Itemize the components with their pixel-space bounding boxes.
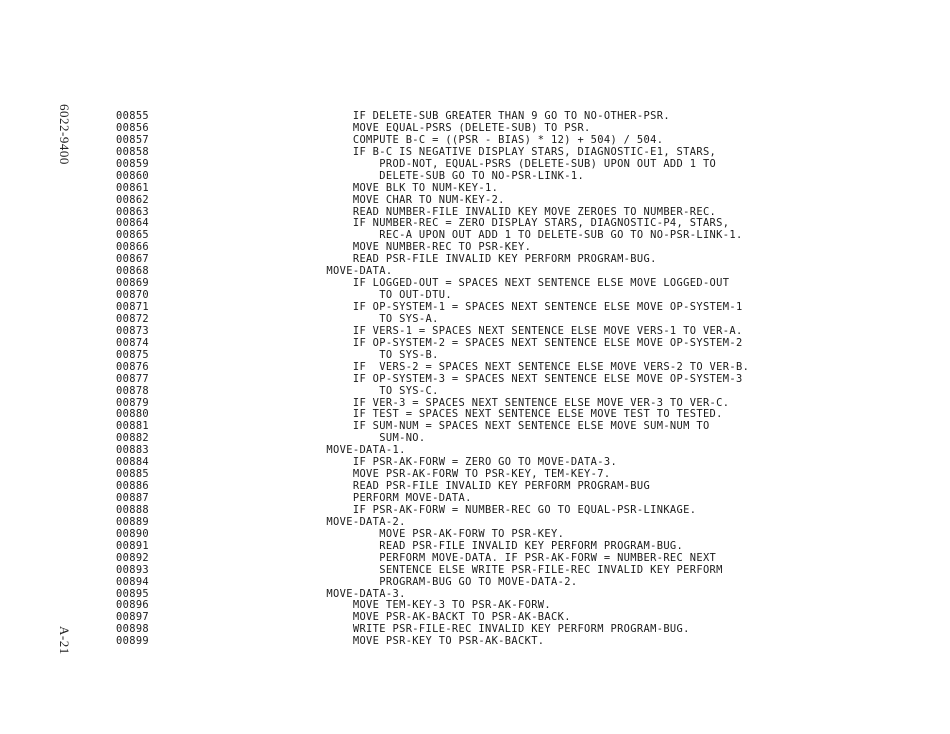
line-number: 00856 <box>116 121 150 134</box>
page-number: A-21 <box>57 626 72 655</box>
code-text: IF PSR-AK-FORW = ZERO GO TO MOVE-DATA-3. <box>300 456 618 469</box>
listing-line <box>116 481 936 493</box>
line-number: 00866 <box>116 241 150 254</box>
line-number: 00887 <box>116 492 150 504</box>
listing-line <box>116 577 936 589</box>
line-number: 00897 <box>116 611 150 624</box>
line-number: 00878 <box>116 384 150 397</box>
line-number: 00882 <box>116 432 150 445</box>
listing-line <box>116 195 936 207</box>
line-number: 00861 <box>116 181 150 194</box>
line-number: 00869 <box>116 277 150 290</box>
line-number: 00883 <box>116 444 150 457</box>
listing-line <box>116 433 936 445</box>
line-number: 00871 <box>116 301 150 313</box>
listing-line <box>116 541 936 553</box>
code-text: IF VER-3 = SPACES NEXT SENTENCE ELSE MOVE VER-3 TO VER-C. <box>300 396 730 409</box>
listing-line <box>116 505 936 517</box>
code-text: MOVE CHAR TO NUM-KEY-2. <box>300 193 505 206</box>
code-text: TO SYS-B. <box>300 348 439 361</box>
code-text: TO OUT-DTU. <box>300 289 452 302</box>
line-number: 00867 <box>116 253 150 266</box>
code-text: PROGRAM-BUG GO TO MOVE-DATA-2. <box>300 575 578 588</box>
code-text: IF TEST = SPACES NEXT SENTENCE ELSE MOVE TEST TO TESTED. <box>300 408 723 421</box>
listing-line <box>116 254 936 266</box>
code-text: IF VERS-2 = SPACES NEXT SENTENCE ELSE MOVE VERS-2 TO VER-B. <box>300 360 750 373</box>
listing-line <box>116 338 936 350</box>
line-number: 00893 <box>116 563 150 576</box>
listing-line <box>116 350 936 362</box>
code-text: PERFORM MOVE-DATA. IF PSR-AK-FORW = NUMBER-REC NEXT <box>300 551 717 564</box>
code-text: IF OP-SYSTEM-3 = SPACES NEXT SENTENCE ELSE MOVE OP-SYSTEM-3 <box>300 372 743 385</box>
line-number: 00890 <box>116 527 150 540</box>
line-number: 00875 <box>116 348 150 361</box>
code-text: MOVE PSR-AK-BACKT TO PSR-AK-BACK. <box>300 611 571 624</box>
code-text: PERFORM MOVE-DATA. <box>300 492 472 504</box>
code-text: MOVE TEM-KEY-3 TO PSR-AK-FORW. <box>300 599 552 612</box>
code-text: MOVE-DATA-3. <box>300 587 406 600</box>
document-id: 6022-9400 <box>57 104 72 165</box>
line-number: 00860 <box>116 169 150 182</box>
line-number: 00859 <box>116 157 150 170</box>
line-number: 00899 <box>116 635 150 648</box>
line-number: 00898 <box>116 623 150 636</box>
line-number: 00857 <box>116 133 150 146</box>
code-text: MOVE EQUAL-PSRS (DELETE-SUB) TO PSR. <box>300 121 591 134</box>
line-number: 00881 <box>116 420 150 433</box>
line-number: 00894 <box>116 575 150 588</box>
listing-line <box>116 386 936 398</box>
line-number: 00888 <box>116 503 150 516</box>
line-number: 00895 <box>116 587 150 600</box>
listing-line <box>116 159 936 171</box>
line-number: 00876 <box>116 360 150 373</box>
code-text: MOVE PSR-KEY TO PSR-AK-BACKT. <box>300 635 545 648</box>
line-number: 00877 <box>116 372 150 385</box>
code-text: READ PSR-FILE INVALID KEY PERFORM PROGRAM-BUG <box>300 480 651 493</box>
code-text: IF SUM-NUM = SPACES NEXT SENTENCE ELSE MOVE SUM-NUM TO <box>300 420 710 433</box>
line-number: 00865 <box>116 229 150 242</box>
code-text: IF PSR-AK-FORW = NUMBER-REC GO TO EQUAL-PSR-LINKAGE. <box>300 503 697 516</box>
cobol-listing <box>116 111 936 648</box>
listing-line <box>116 421 936 433</box>
line-number: 00863 <box>116 205 150 218</box>
code-text: MOVE NUMBER-REC TO PSR-KEY. <box>300 241 532 254</box>
line-number: 00872 <box>116 312 150 325</box>
code-text: TO SYS-C. <box>300 384 439 397</box>
line-number: 00870 <box>116 289 150 302</box>
line-number: 00879 <box>116 396 150 409</box>
listing-line <box>116 529 936 541</box>
code-text: IF LOGGED-OUT = SPACES NEXT SENTENCE ELSE MOVE LOGGED-OUT <box>300 277 730 290</box>
listing-line <box>116 171 936 183</box>
line-number: 00891 <box>116 539 150 552</box>
code-text: MOVE-DATA-1. <box>300 444 406 457</box>
code-text: MOVE BLK TO NUM-KEY-1. <box>300 181 499 194</box>
listing-line <box>116 636 936 648</box>
listing-line <box>116 302 936 314</box>
listing-line <box>116 278 936 290</box>
code-text: MOVE-DATA. <box>300 265 393 278</box>
line-number: 00880 <box>116 408 150 421</box>
code-text: READ NUMBER-FILE INVALID KEY MOVE ZEROES TO NUMBER-REC. <box>300 205 717 218</box>
code-text: TO SYS-A. <box>300 312 439 325</box>
code-text: IF VERS-1 = SPACES NEXT SENTENCE ELSE MOVE VERS-1 TO VER-A. <box>300 324 743 337</box>
line-number: 00889 <box>116 515 150 528</box>
line-number: 00885 <box>116 468 150 481</box>
code-text: IF OP-SYSTEM-2 = SPACES NEXT SENTENCE ELSE MOVE OP-SYSTEM-2 <box>300 336 743 349</box>
line-number: 00858 <box>116 145 150 158</box>
code-text: PROD-NOT, EQUAL-PSRS (DELETE-SUB) UPON OUT ADD 1 TO <box>300 157 717 170</box>
line-number: 00862 <box>116 193 150 206</box>
code-text: IF B-C IS NEGATIVE DISPLAY STARS, DIAGNOSTIC-E1, STARS, <box>300 145 717 158</box>
line-number: 00886 <box>116 480 150 493</box>
code-text: SENTENCE ELSE WRITE PSR-FILE-REC INVALID KEY PERFORM <box>300 563 723 576</box>
code-text: MOVE PSR-AK-FORW TO PSR-KEY. <box>300 527 565 540</box>
listing-line <box>116 362 936 374</box>
code-text: READ PSR-FILE INVALID KEY PERFORM PROGRAM-BUG. <box>300 253 657 266</box>
code-text: IF DELETE-SUB GREATER THAN 9 GO TO NO-OTHER-PSR. <box>300 110 670 122</box>
code-text: COMPUTE B-C = ((PSR - BIAS) * 12) + 504) / 504. <box>300 133 664 146</box>
listing-line <box>116 147 936 159</box>
code-text: MOVE PSR-AK-FORW TO PSR-KEY, TEM-KEY-7. <box>300 468 611 481</box>
code-text: SUM-NO. <box>300 432 426 445</box>
code-text: READ PSR-FILE INVALID KEY PERFORM PROGRAM-BUG. <box>300 539 684 552</box>
line-number: 00864 <box>116 217 150 230</box>
line-number: 00896 <box>116 599 150 612</box>
code-text: DELETE-SUB GO TO NO-PSR-LINK-1. <box>300 169 585 182</box>
line-number: 00874 <box>116 336 150 349</box>
listing-line <box>116 553 936 565</box>
listing-line <box>116 565 936 577</box>
line-number: 00892 <box>116 551 150 564</box>
line-number: 00855 <box>116 110 150 122</box>
code-text: MOVE-DATA-2. <box>300 515 406 528</box>
code-text: WRITE PSR-FILE-REC INVALID KEY PERFORM PROGRAM-BUG. <box>300 623 690 636</box>
line-number: 00884 <box>116 456 150 469</box>
line-number: 00873 <box>116 324 150 337</box>
code-text: REC-A UPON OUT ADD 1 TO DELETE-SUB GO TO NO-PSR-LINK-1. <box>300 229 743 242</box>
line-number: 00868 <box>116 265 150 278</box>
listing-line <box>116 374 936 386</box>
code-text: IF NUMBER-REC = ZERO DISPLAY STARS, DIAGNOSTIC-P4, STARS, <box>300 217 730 230</box>
listing-line <box>116 183 936 195</box>
code-text: IF OP-SYSTEM-1 = SPACES NEXT SENTENCE ELSE MOVE OP-SYSTEM-1 <box>300 301 743 313</box>
